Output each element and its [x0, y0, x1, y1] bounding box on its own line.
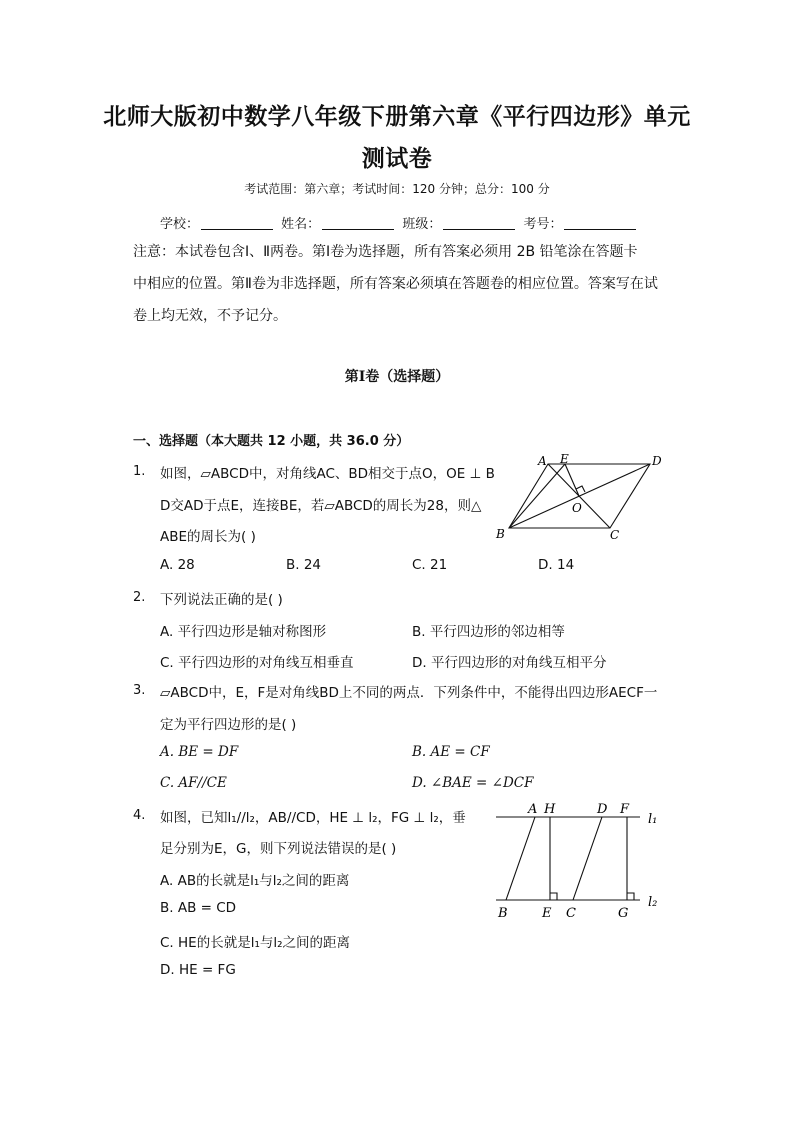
notice-line2: 中相应的位置。第Ⅱ卷为非选择题，所有答案必须填在答题卷的相应位置。答案写在试	[133, 276, 658, 292]
notice-line3: 卷上均无效，不予记分。	[133, 308, 287, 324]
name-label: 姓名：	[281, 217, 321, 232]
fig2-label-b: B	[498, 906, 508, 921]
name-blank[interactable]	[322, 217, 394, 230]
fig2-label-d: D	[597, 802, 608, 817]
fig1-label-b: B	[496, 527, 505, 541]
question-3-option-a[interactable]: A. BE = DF	[160, 744, 239, 760]
question-4-line1: 如图，已知l₁//l₂，AB//CD，HE ⊥ l₂，FG ⊥ l₂，垂	[160, 810, 466, 826]
exam-title-line2: 测试卷	[361, 145, 433, 172]
question-4-option-a[interactable]: A. AB的长就是l₁与l₂之间的距离	[160, 873, 350, 889]
school-blank[interactable]	[201, 217, 273, 230]
section-title: 第Ⅰ卷（选择题）	[344, 369, 450, 385]
question-1-option-d[interactable]: D. 14	[538, 557, 575, 573]
question-3-line1: ▱ABCD中，E，F是对角线BD上不同的两点．下列条件中，不能得出四边形AECF一	[160, 685, 658, 701]
question-1-line1: 如图，▱ABCD中，对角线AC、BD相交于点O，OE ⊥ B	[160, 466, 495, 482]
question-3-number: 3.	[133, 683, 146, 698]
fig1-label-a: A	[538, 454, 547, 468]
question-2-option-c[interactable]: C. 平行四边形的对角线互相垂直	[160, 655, 354, 671]
question-4-line2: 足分别为E，G，则下列说法错误的是( )	[160, 841, 397, 857]
exam-title-line1: 北师大版初中数学八年级下册第六章《平行四边形》单元	[103, 103, 691, 130]
fig2-label-f: F	[620, 802, 630, 817]
exam-no-blank[interactable]	[564, 217, 636, 230]
fig2-label-h: H	[544, 802, 556, 817]
fig1-label-c: C	[610, 528, 620, 542]
question-4-option-b[interactable]: B. AB = CD	[160, 900, 237, 916]
question-2-number: 2.	[133, 590, 146, 605]
question-1-line2: D交AD于点E，连接BE，若▱ABCD的周长为28，则△	[160, 498, 482, 514]
school-label: 学校：	[160, 217, 200, 232]
question-1-option-c[interactable]: C. 21	[412, 557, 448, 573]
fig1-label-d: D	[652, 454, 662, 468]
fig1-label-e: E	[560, 452, 569, 466]
fig2-label-l2: l₂	[648, 895, 658, 910]
parallel-lines-figure-2	[490, 795, 670, 925]
exam-no-label: 考号：	[523, 217, 563, 232]
question-1-number: 1.	[133, 464, 146, 479]
question-1-line3: ABE的周长为( )	[160, 529, 256, 545]
class-label: 班级：	[402, 217, 442, 232]
parallelogram-figure-1	[490, 450, 670, 545]
question-2-option-a[interactable]: A. 平行四边形是轴对称图形	[160, 624, 327, 640]
question-3-option-d[interactable]: D. ∠BAE = ∠DCF	[412, 775, 534, 791]
student-info-line	[160, 213, 640, 232]
question-3-line2: 定为平行四边形的是( )	[160, 717, 297, 733]
question-2-option-d[interactable]: D. 平行四边形的对角线互相平分	[412, 655, 607, 671]
question-4-number: 4.	[133, 808, 146, 823]
question-3-option-c[interactable]: C. AF//CE	[160, 775, 227, 791]
exam-meta: 考试范围：第六章；考试时间：120 分钟；总分：100 分	[244, 182, 550, 196]
fig2-label-g: G	[618, 906, 629, 921]
part-title: 一、选择题（本大题共 12 小题，共 36.0 分）	[133, 434, 410, 449]
question-1-option-b[interactable]: B. 24	[286, 557, 322, 573]
question-4-option-d[interactable]: D. HE = FG	[160, 962, 236, 978]
fig2-label-c: C	[566, 906, 576, 921]
question-2-option-b[interactable]: B. 平行四边形的邻边相等	[412, 624, 565, 640]
question-1-option-a[interactable]: A. 28	[160, 557, 195, 573]
fig1-label-o: O	[572, 501, 582, 515]
class-blank[interactable]	[443, 217, 515, 230]
fig2-label-l1: l₁	[648, 812, 658, 827]
fig2-label-a: A	[528, 802, 538, 817]
question-4-option-c[interactable]: C. HE的长就是l₁与l₂之间的距离	[160, 935, 351, 951]
question-2-line1: 下列说法正确的是( )	[160, 592, 283, 608]
question-3-option-b[interactable]: B. AE = CF	[412, 744, 490, 760]
fig2-label-e: E	[542, 906, 552, 921]
notice-line1: 注意：本试卷包含Ⅰ、Ⅱ两卷。第Ⅰ卷为选择题，所有答案必须用 2B 铅笔涂在答题卡	[133, 244, 638, 260]
